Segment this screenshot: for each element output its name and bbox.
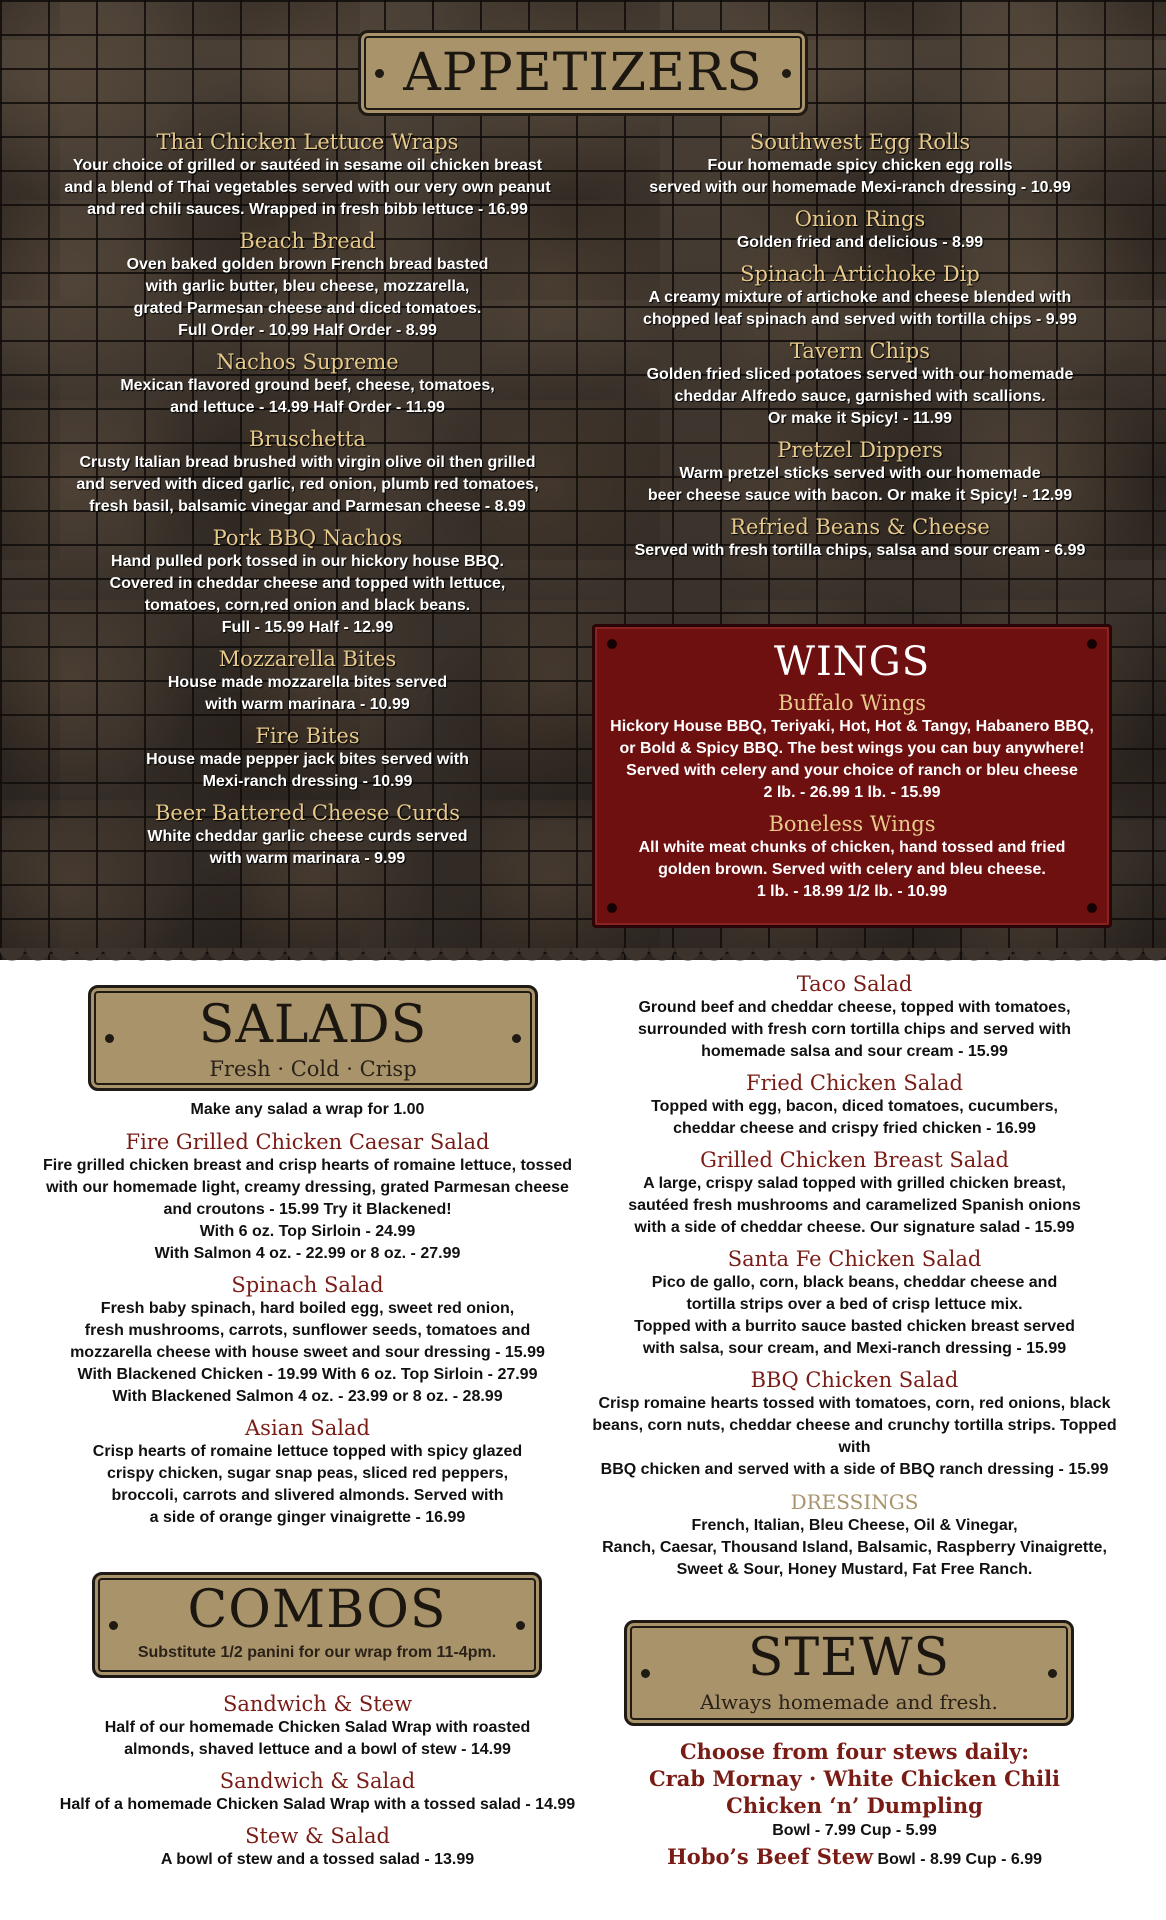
- wings-list: [595, 691, 1109, 911]
- menu-item: [30, 229, 585, 342]
- plaque-rivet-icon: [109, 1621, 118, 1630]
- menu-item-description: Topped with egg, bacon, diced tomatoes, cucumbers, cheddar cheese and crispy fried chicken - 16.99: [651, 1098, 1058, 1137]
- menu-item: [592, 1247, 1117, 1360]
- menu-item: [30, 647, 585, 716]
- stews-options-line: Crab Mornay · White Chicken Chili: [648, 1766, 1061, 1791]
- menu-item: [30, 1692, 605, 1761]
- menu-item-title: Taco Salad: [796, 972, 913, 996]
- menu-item-description: Hand pulled pork tossed in our hickory house BBQ. Covered in cheddar cheese and topped with lettuce, tomatoes, corn,red onion and black beans. Full - 15.99 Half - 12.99: [109, 553, 506, 636]
- menu-item: [600, 438, 1120, 507]
- menu-item-description: House made pepper jack bites served with Mexi-ranch dressing - 10.99: [146, 751, 469, 790]
- stews-title: STEWS: [747, 1628, 951, 1688]
- appetizers-right-column: [600, 130, 1120, 570]
- appetizers-left-column: [30, 130, 585, 878]
- menu-item-description: Served with fresh tortilla chips, salsa and sour cream - 6.99: [634, 542, 1086, 559]
- salads-right-list: [592, 972, 1117, 1481]
- salads-wrap-note: Make any salad a wrap for 1.00: [190, 1101, 425, 1118]
- stews-intro: Choose from four stews daily:: [679, 1739, 1030, 1764]
- combos-plaque: [92, 1572, 542, 1678]
- salads-left-column: [30, 1098, 585, 1537]
- plaque-rivet-icon: [641, 1669, 650, 1678]
- menu-item-title: Asian Salad: [245, 1416, 370, 1440]
- menu-item-description: Fresh baby spinach, hard boiled egg, sweet red onion, fresh mushrooms, carrots, sunflower seeds, tomatoes and mozzarella cheese with house sweet and sour dressing - 15.99 With Blackened Chicken - 19.99 With 6 oz. Top Sirloin - 27.99 With Blackened Salmon 4 oz. - 23.99 or 8 oz. - 28.99: [70, 1300, 545, 1405]
- stews-details: [592, 1738, 1117, 1874]
- menu-item-description: Ground beef and cheddar cheese, topped with tomatoes, surrounded with fresh corn tortilla chips and served with homemade salsa and sour cream - 15.99: [638, 999, 1071, 1060]
- menu-item: [600, 515, 1120, 562]
- menu-item: [30, 1824, 605, 1871]
- salads-title: SALADS: [198, 995, 428, 1055]
- menu-item: [30, 1769, 605, 1816]
- menu-item-description: White cheddar garlic cheese curds served with warm marinara - 9.99: [147, 828, 468, 867]
- menu-item: [595, 812, 1109, 903]
- menu-item: [600, 262, 1120, 331]
- salads-left-list: [30, 1130, 585, 1529]
- menu-item-title: BBQ Chicken Salad: [750, 1368, 959, 1392]
- menu-item-title: Sandwich & Stew: [222, 1692, 413, 1716]
- plaque-rivet-icon: [1048, 1669, 1057, 1678]
- menu-item-description: Mexican flavored ground beef, cheese, tomatoes, and lettuce - 14.99 Half Order - 11.99: [120, 377, 495, 416]
- menu-item-title: Buffalo Wings: [777, 691, 927, 715]
- menu-item-title: Spinach Salad: [231, 1273, 384, 1297]
- salads-subtitle: Fresh · Cold · Crisp: [209, 1057, 417, 1081]
- menu-item-title: Beer Battered Cheese Curds: [154, 801, 461, 825]
- menu-item: [30, 526, 585, 639]
- menu-item-title: Thai Chicken Lettuce Wraps: [156, 130, 459, 154]
- stews-subtitle: Always homemade and fresh.: [700, 1690, 998, 1714]
- menu-item: [595, 691, 1109, 804]
- plaque-rivet-icon: [516, 1621, 525, 1630]
- menu-item: [30, 1416, 585, 1529]
- plaque-rivet-icon: [782, 69, 791, 78]
- combos-title: COMBOS: [187, 1580, 447, 1640]
- menu-item-description: Pico de gallo, corn, black beans, cheddar cheese and tortilla strips over a bed of crisp lettuce mix. Topped with a burrito sauce basted chicken breast served with salsa, sour cream, and Mexi-ranch dressing - 15.99: [634, 1274, 1075, 1357]
- menu-item: [30, 350, 585, 419]
- menu-item-description: House made mozzarella bites served with warm marinara - 10.99: [167, 674, 448, 713]
- menu-item-description: Hickory House BBQ, Teriyaki, Hot, Hot & Tangy, Habanero BBQ, or Bold & Spicy BBQ. The best wings you can buy anywhere! Served with celery and your choice of ranch or bleu cheese 2 lb. - 26.99 1 lb. - 15.99: [610, 718, 1094, 801]
- menu-item-title: Beach Bread: [239, 229, 376, 253]
- menu-item-title: Mozzarella Bites: [218, 647, 397, 671]
- menu-item-description: Oven baked golden brown French bread basted with garlic butter, bleu cheese, mozzarella, grated Parmesan cheese and diced tomatoes. Full Order - 10.99 Half Order - 8.99: [126, 256, 489, 339]
- menu-item-description: Crisp romaine hearts tossed with tomatoes, corn, red onions, black beans, corn nuts, cheddar cheese and crunchy tortilla strips. Topped with BBQ chicken and served with a side of BBQ ranch dressing - 15.99: [592, 1395, 1117, 1478]
- menu-item-description: A large, crispy salad topped with grilled chicken breast, sautéed fresh mushrooms and caramelized Spanish onions with a side of cheddar cheese. Our signature salad - 15.99: [628, 1175, 1081, 1236]
- menu-item-title: Fire Bites: [255, 724, 360, 748]
- menu-item-title: Bruschetta: [249, 427, 366, 451]
- menu-item: [592, 972, 1117, 1063]
- menu-item: [30, 724, 585, 793]
- appetizers-plaque: [358, 30, 808, 116]
- appetizers-title: APPETIZERS: [403, 43, 763, 103]
- plaque-rivet-icon: [375, 69, 384, 78]
- menu-item-title: Stew & Salad: [245, 1824, 390, 1848]
- menu-item-description: Crisp hearts of romaine lettuce topped with spicy glazed crispy chicken, sugar snap peas, sliced red peppers, broccoli, carrots and slivered almonds. Served with a side of orange ginger vinaigrette - 16.99: [92, 1443, 523, 1526]
- menu-item-description: Fire grilled chicken breast and crisp hearts of romaine lettuce, tossed with our homemade light, creamy dressing, grated Parmesan cheese and croutons - 15.99 Try it Blackened! With 6 oz. Top Sirloin - 24.99 With Salmon 4 oz. - 22.99 or 8 oz. - 27.99: [42, 1157, 573, 1262]
- menu-item: [600, 339, 1120, 430]
- menu-item-title: Spinach Artichoke Dip: [740, 262, 980, 286]
- menu-item-title: Refried Beans & Cheese: [730, 515, 990, 539]
- menu-item-title: Boneless Wings: [768, 812, 936, 836]
- stews-daily-price: Bowl - 7.99 Cup - 5.99: [772, 1822, 937, 1839]
- menu-item: [600, 130, 1120, 199]
- menu-item: [600, 207, 1120, 254]
- menu-item: [30, 801, 585, 870]
- combos-subtitle: Substitute 1/2 panini for our wrap from 11-4pm.: [137, 1644, 497, 1661]
- menu-item-description: Four homemade spicy chicken egg rolls served with our homemade Mexi-ranch dressing - 10.99: [649, 157, 1071, 196]
- menu-item-title: Sandwich & Salad: [219, 1769, 416, 1793]
- menu-item-title: Grilled Chicken Breast Salad: [700, 1148, 1009, 1172]
- menu-item-description: A creamy mixture of artichoke and cheese blended with chopped leaf spinach and served with tortilla chips - 9.99: [643, 289, 1077, 328]
- menu-item-description: All white meat chunks of chicken, hand tossed and fried golden brown. Served with celery and bleu cheese. 1 lb. - 18.99 1/2 lb. - 10.99: [638, 839, 1066, 900]
- menu-item-title: Pretzel Dippers: [777, 438, 943, 462]
- wings-box: [592, 624, 1112, 928]
- menu-item: [592, 1368, 1117, 1481]
- menu-item-title: Onion Rings: [794, 207, 926, 231]
- menu-item-title: Southwest Egg Rolls: [749, 130, 971, 154]
- wings-title: WINGS: [773, 639, 931, 685]
- menu-item-description: Half of our homemade Chicken Salad Wrap with roasted almonds, shaved lettuce and a bowl of stew - 14.99: [104, 1719, 531, 1758]
- menu-item: [592, 1071, 1117, 1140]
- menu-item: [592, 1148, 1117, 1239]
- menu-item-title: Nachos Supreme: [216, 350, 399, 374]
- salads-right-column: [592, 972, 1117, 1581]
- menu-item-title: Pork BBQ Nachos: [212, 526, 403, 550]
- menu-item-description: Half of a homemade Chicken Salad Wrap with a tossed salad - 14.99: [59, 1796, 576, 1813]
- menu-item-description: Golden fried and delicious - 8.99: [736, 234, 984, 251]
- menu-item: [30, 130, 585, 221]
- dressings-list: French, Italian, Bleu Cheese, Oil & Vinegar, Ranch, Caesar, Thousand Island, Balsamic, Raspberry Vinaigrette, Sweet & Sour, Honey Mustard, Fat Free Ranch.: [602, 1517, 1107, 1578]
- salads-plaque: [88, 985, 538, 1091]
- menu-item-description: Warm pretzel sticks served with our homemade beer cheese sauce with bacon. Or make it Spicy! - 12.99: [647, 465, 1073, 504]
- menu-item-description: Golden fried sliced potatoes served with our homemade cheddar Alfredo sauce, garnished with scallions. Or make it Spicy! - 11.99: [646, 366, 1074, 427]
- stews-dumpling-line: Chicken ‘n’ Dumpling: [726, 1793, 983, 1818]
- menu-item: [30, 1273, 585, 1408]
- menu-item-description: A bowl of stew and a tossed salad - 13.99: [160, 1851, 475, 1868]
- hobo-stew-price: Bowl - 8.99 Cup - 6.99: [877, 1851, 1043, 1868]
- plaque-rivet-icon: [512, 1034, 521, 1043]
- menu-item-title: Santa Fe Chicken Salad: [727, 1247, 982, 1271]
- plaque-rivet-icon: [105, 1034, 114, 1043]
- menu-item: [30, 1130, 585, 1265]
- combos-list: [30, 1692, 605, 1879]
- menu-item-description: Crusty Italian bread brushed with virgin olive oil then grilled and served with diced garlic, red onion, plumb red tomatoes, fresh basil, balsamic vinegar and Parmesan cheese - 8.99: [76, 454, 539, 515]
- menu-item: [30, 427, 585, 518]
- menu-item-title: Fried Chicken Salad: [746, 1071, 963, 1095]
- stews-plaque: [624, 1620, 1074, 1726]
- hobo-stew-row: [592, 1843, 1117, 1874]
- menu-item-description: Your choice of grilled or sautéed in sesame oil chicken breast and a blend of Thai vegetables served with our very own peanut and red chili sauces. Wrapped in fresh bibb lettuce - 16.99: [64, 157, 551, 218]
- menu-item-title: Fire Grilled Chicken Caesar Salad: [125, 1130, 490, 1154]
- menu-item-title: Tavern Chips: [790, 339, 930, 363]
- dressings-title: DRESSINGS: [790, 1490, 919, 1514]
- hobo-stew-name: Hobo’s Beef Stew: [666, 1844, 874, 1869]
- brick-torn-edge: [0, 948, 1166, 972]
